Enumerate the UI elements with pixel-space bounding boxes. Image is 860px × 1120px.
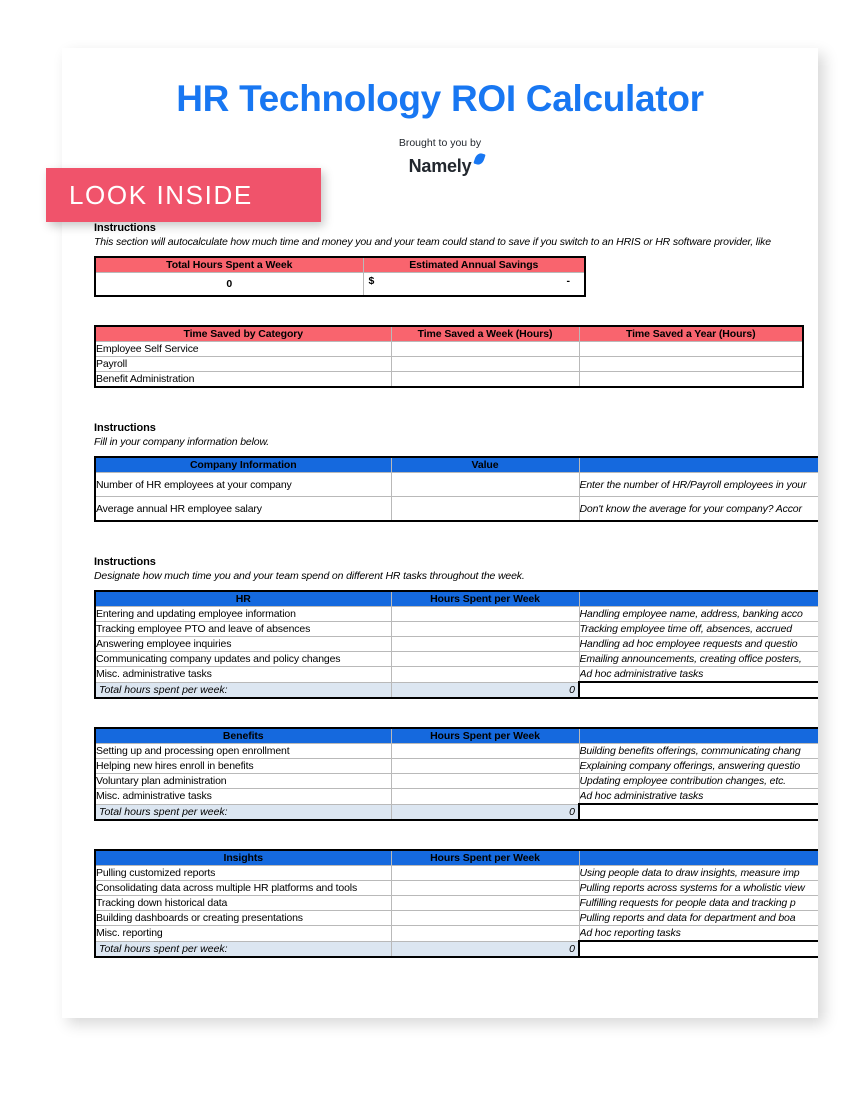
col-time-saved-category: Time Saved by Category bbox=[95, 326, 391, 342]
col-time-saved-year: Time Saved a Year (Hours) bbox=[579, 326, 803, 342]
instructions-block-summary bbox=[94, 222, 818, 248]
cell-task-label: Misc. reporting bbox=[95, 926, 391, 942]
cell-hours-value[interactable] bbox=[391, 667, 579, 683]
table-row bbox=[95, 881, 818, 896]
benefits-tasks-table bbox=[94, 727, 818, 821]
instructions-block-hr bbox=[94, 556, 818, 582]
table-row bbox=[95, 774, 818, 789]
cell-total-hours-value[interactable]: 0 bbox=[95, 273, 363, 297]
cell-task-label: Setting up and processing open enrollment bbox=[95, 744, 391, 759]
cell-task-description: Ad hoc administrative tasks bbox=[579, 667, 818, 683]
col-time-saved-week: Time Saved a Week (Hours) bbox=[391, 326, 579, 342]
col-hr-notes bbox=[579, 591, 818, 607]
table-row bbox=[95, 357, 803, 372]
cell-task-label: Tracking employee PTO and leave of absences bbox=[95, 622, 391, 637]
time-saved-table bbox=[94, 325, 804, 388]
cell-task-description: Emailing announcements, creating office posters, bbox=[579, 652, 818, 667]
cell-hours-value[interactable] bbox=[391, 881, 579, 896]
cell-hours-value[interactable] bbox=[391, 911, 579, 926]
table-row bbox=[95, 667, 818, 683]
table-row bbox=[95, 744, 818, 759]
cell-year-value[interactable] bbox=[579, 357, 803, 372]
cell-task-label: Building dashboards or creating presentations bbox=[95, 911, 391, 926]
cell-week-value[interactable] bbox=[391, 342, 579, 357]
cell-task-description: Using people data to draw insights, measure imp bbox=[579, 866, 818, 881]
cell-year-value[interactable] bbox=[579, 372, 803, 388]
table-row bbox=[95, 911, 818, 926]
table-row bbox=[95, 896, 818, 911]
cell-task-description: Ad hoc administrative tasks bbox=[579, 789, 818, 805]
col-hours-spent-per-week: Hours Spent per Week bbox=[391, 850, 579, 866]
cell-task-description: Pulling reports and data for department and boa bbox=[579, 911, 818, 926]
instructions-heading: Instructions bbox=[94, 422, 156, 434]
table-header-row bbox=[95, 728, 818, 744]
col-company-notes bbox=[579, 457, 818, 473]
insights-tasks-table bbox=[94, 849, 818, 958]
cell-task-label: Entering and updating employee information bbox=[95, 607, 391, 622]
value-dash: - bbox=[566, 275, 570, 287]
cell-company-label: Average annual HR employee salary bbox=[95, 497, 391, 522]
company-information-table bbox=[94, 456, 818, 522]
cell-category-label: Employee Self Service bbox=[95, 342, 391, 357]
col-benefits: Benefits bbox=[95, 728, 391, 744]
cell-task-label: Consolidating data across multiple HR platforms and tools bbox=[95, 881, 391, 896]
table-row bbox=[95, 497, 818, 522]
cell-task-label: Helping new hires enroll in benefits bbox=[95, 759, 391, 774]
table-row bbox=[95, 866, 818, 881]
instructions-heading: Instructions bbox=[94, 222, 156, 234]
table-row bbox=[95, 637, 818, 652]
cell-category-label: Benefit Administration bbox=[95, 372, 391, 388]
cell-task-description: Building benefits offerings, communicating chang bbox=[579, 744, 818, 759]
table-header-row bbox=[95, 457, 818, 473]
cell-task-label: Misc. administrative tasks bbox=[95, 789, 391, 805]
col-company-information: Company Information bbox=[95, 457, 391, 473]
cell-company-description: Don't know the average for your company? Accor bbox=[579, 497, 818, 522]
col-hours-spent-per-week: Hours Spent per Week bbox=[391, 728, 579, 744]
cell-hours-value[interactable] bbox=[391, 774, 579, 789]
cell-hours-value[interactable] bbox=[391, 926, 579, 942]
cell-week-value[interactable] bbox=[391, 372, 579, 388]
cell-company-value[interactable] bbox=[391, 497, 579, 522]
currency-symbol: $ bbox=[368, 275, 375, 287]
cell-total-label: Total hours spent per week: bbox=[95, 941, 391, 957]
table-row bbox=[95, 473, 818, 497]
table-row bbox=[95, 372, 803, 388]
cell-task-label: Answering employee inquiries bbox=[95, 637, 391, 652]
cell-hours-value[interactable] bbox=[391, 759, 579, 774]
col-hr: HR bbox=[95, 591, 391, 607]
cell-hours-value[interactable] bbox=[391, 896, 579, 911]
cell-category-label: Payroll bbox=[95, 357, 391, 372]
cell-task-description: Pulling reports across systems for a wholistic view bbox=[579, 881, 818, 896]
instructions-text: Designate how much time you and your team spend on different HR tasks throughout the week. bbox=[94, 570, 525, 582]
brand-name: Namely bbox=[408, 156, 472, 176]
cell-total-value: 0 bbox=[391, 682, 579, 698]
hr-tasks-table bbox=[94, 590, 818, 699]
col-benefits-notes bbox=[579, 728, 818, 744]
cell-year-value[interactable] bbox=[579, 342, 803, 357]
cell-hours-value[interactable] bbox=[391, 622, 579, 637]
cell-total-spacer bbox=[579, 804, 818, 820]
cell-week-value[interactable] bbox=[391, 357, 579, 372]
col-value: Value bbox=[391, 457, 579, 473]
col-total-hours-week: Total Hours Spent a Week bbox=[95, 257, 363, 273]
worksheet-body bbox=[94, 222, 818, 958]
cell-task-label: Misc. administrative tasks bbox=[95, 667, 391, 683]
table-header-row bbox=[95, 257, 585, 273]
look-inside-label: LOOK INSIDE bbox=[69, 179, 253, 210]
col-insights: Insights bbox=[95, 850, 391, 866]
cell-total-label: Total hours spent per week: bbox=[95, 682, 391, 698]
cell-task-description: Updating employee contribution changes, etc. bbox=[579, 774, 818, 789]
cell-total-value: 0 bbox=[391, 941, 579, 957]
cell-hours-value[interactable] bbox=[391, 866, 579, 881]
cell-task-description: Ad hoc reporting tasks bbox=[579, 926, 818, 942]
cell-total-label: Total hours spent per week: bbox=[95, 804, 391, 820]
cell-task-label: Pulling customized reports bbox=[95, 866, 391, 881]
look-inside-badge bbox=[46, 168, 321, 222]
cell-task-description: Handling employee name, address, banking acco bbox=[579, 607, 818, 622]
table-row bbox=[95, 652, 818, 667]
brought-to-you-by-label: Brought to you by bbox=[398, 137, 482, 149]
table-total-row bbox=[95, 682, 818, 698]
instructions-text: Fill in your company information below. bbox=[94, 436, 270, 448]
cell-hours-value[interactable] bbox=[391, 744, 579, 759]
table-row bbox=[95, 607, 818, 622]
table-row bbox=[95, 759, 818, 774]
col-hours-spent-per-week: Hours Spent per Week bbox=[391, 591, 579, 607]
table-row bbox=[95, 342, 803, 357]
table-header-row bbox=[95, 850, 818, 866]
page-title: HR Technology ROI Calculator bbox=[176, 78, 704, 119]
cell-annual-savings-value[interactable] bbox=[363, 273, 585, 297]
cell-task-description: Explaining company offerings, answering questio bbox=[579, 759, 818, 774]
cell-task-label: Voluntary plan administration bbox=[95, 774, 391, 789]
col-insights-notes bbox=[579, 850, 818, 866]
table-row bbox=[95, 273, 585, 297]
table-header-row bbox=[95, 326, 803, 342]
namely-leaf-icon bbox=[474, 152, 486, 166]
cell-company-description: Enter the number of HR/Payroll employees in your bbox=[579, 473, 818, 497]
cell-total-value: 0 bbox=[391, 804, 579, 820]
cell-task-description: Handling ad hoc employee requests and questio bbox=[579, 637, 818, 652]
instructions-text: This section will autocalculate how much time and money you and your team could stand to save if you switch to an HRIS or HR software provider, like bbox=[94, 236, 771, 248]
cell-total-spacer bbox=[579, 941, 818, 957]
table-header-row bbox=[95, 591, 818, 607]
table-total-row bbox=[95, 804, 818, 820]
cell-task-description: Fulfilling requests for people data and tracking p bbox=[579, 896, 818, 911]
summary-table bbox=[94, 256, 586, 297]
instructions-block-company bbox=[94, 422, 818, 448]
table-row bbox=[95, 622, 818, 637]
cell-task-label: Communicating company updates and policy changes bbox=[95, 652, 391, 667]
cell-hours-value[interactable] bbox=[391, 637, 579, 652]
cell-hours-value[interactable] bbox=[391, 607, 579, 622]
cell-hours-value[interactable] bbox=[391, 652, 579, 667]
cell-company-label: Number of HR employees at your company bbox=[95, 473, 391, 497]
table-row bbox=[95, 789, 818, 805]
cell-company-value[interactable] bbox=[391, 473, 579, 497]
table-total-row bbox=[95, 941, 818, 957]
instructions-heading: Instructions bbox=[94, 556, 156, 568]
table-row bbox=[95, 926, 818, 942]
cell-hours-value[interactable] bbox=[391, 789, 579, 805]
col-estimated-annual-savings: Estimated Annual Savings bbox=[363, 257, 585, 273]
cell-total-spacer bbox=[579, 682, 818, 698]
cell-task-label: Tracking down historical data bbox=[95, 896, 391, 911]
cell-task-description: Tracking employee time off, absences, accrued bbox=[579, 622, 818, 637]
